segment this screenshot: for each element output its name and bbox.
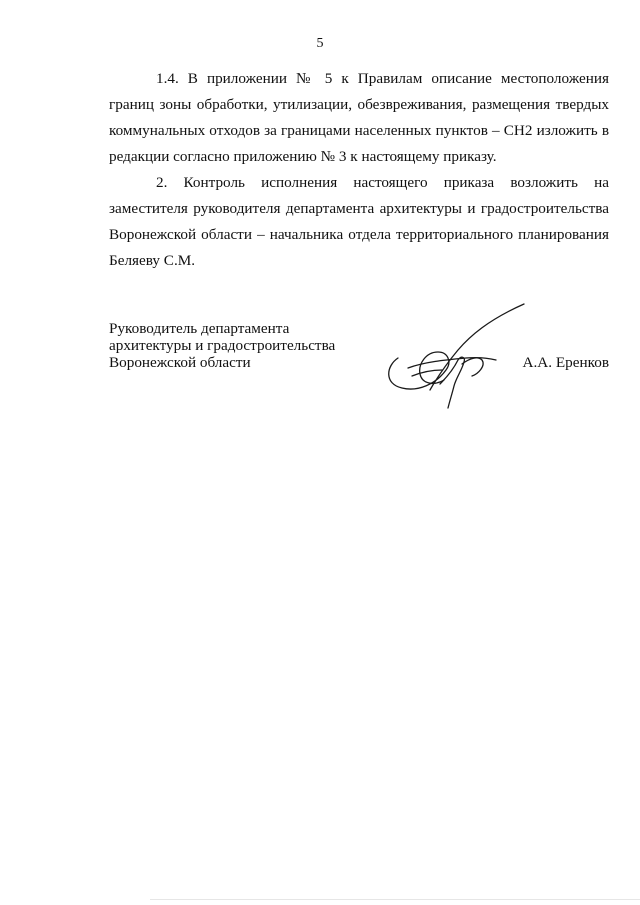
signatory-name: А.А. Еренков xyxy=(522,354,609,371)
scan-edge-line xyxy=(150,899,640,900)
page-number: 5 xyxy=(316,36,324,51)
paragraph-2: 2. Контроль исполнения настоящего приказа возложить на заместителя руководителя департамента архитектуры и градостроительства Воронежской области – начальника отдела территориального планирования Беляеву С.М. xyxy=(109,174,609,269)
signatory-title-line: архитектуры и градостроительства xyxy=(109,337,336,354)
signatory-title-line: Воронежской области xyxy=(109,354,251,371)
signatory-title-line: Руководитель департамента xyxy=(109,320,290,337)
handwritten-signature xyxy=(378,300,538,410)
signatory-title xyxy=(109,320,335,371)
paragraph-1-4: 1.4. В приложении № 5 к Правилам описание местоположения границ зоны обработки, утилизации, обезвреживания, размещения твердых коммунальных отходов за границами населенных пунктов – СН2 изложить в редакции согласно приложению № 3 к настоящему приказу. xyxy=(109,70,609,165)
document-body xyxy=(109,66,609,274)
